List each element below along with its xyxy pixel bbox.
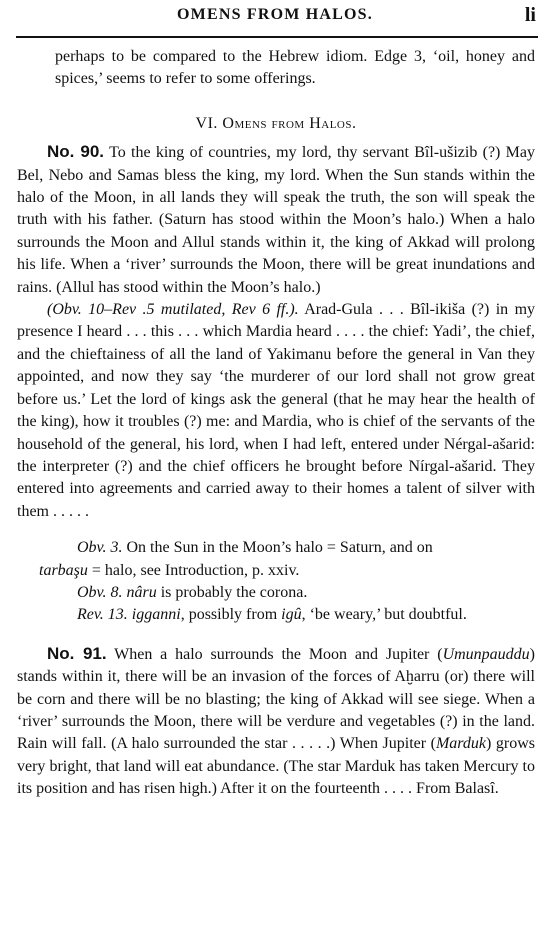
note-obv-3 <box>77 537 535 559</box>
entry-number-90: No. 90. <box>47 142 105 162</box>
running-head <box>0 4 550 28</box>
note-ref: Obv. 3. <box>77 539 123 557</box>
note-ref: Rev. 13. <box>77 606 128 624</box>
note-text: , ‘be weary,’ but doubtful. <box>301 606 467 624</box>
note-text: = halo, see Introduction, p. xxiv. <box>91 561 300 579</box>
notes-block <box>17 537 535 627</box>
note-obv-8 <box>77 582 535 604</box>
running-title: OMENS FROM HALOS. <box>177 6 373 23</box>
note-obv-3-continuation <box>39 560 535 582</box>
note-text: is probably the corona. <box>160 583 308 601</box>
page-number: li <box>524 4 536 26</box>
note-term: igû <box>281 606 302 624</box>
entry-91 <box>17 643 535 801</box>
entry-90-text-b: Arad-Gula . . . Bîl-ikiša (?) in my presence I heard . . . this . . . which Mardia heard . . . . the chief: Yadi’, the chief, and the chieftainess of all the land of Yakimanu before the general in Van they appointed, and now they say ‘the murderer of our lord shall not grow great before us.’ Let the lord of kings ask the general (that he may hear the health of the king), how it troubles (?) me: and Mardia, who is chief of the servants of the household of the general, his lord, when I had left, entered under Nérgal-ašarid: the interpreter (?) and the chief officers he brought before Nírgal-ašarid. They entered into agreements and carried away to their homes a talent of silver with them . . . . . <box>17 301 536 520</box>
note-ref: Obv. 8. <box>77 583 123 601</box>
entry-90-continuation <box>17 299 535 523</box>
marduk-name: Marduk <box>435 735 487 753</box>
entry-91-text-b: ) stands within it, there will be an invasion of the forces of Aḫarru (or) there will be corn and there will be no blasting; the king of Akkad will see siege. When a ‘river’ surrounds the Moon, there will be verdure and vegetables (?) in the land. Rain will fall. (A halo surrounded the star . . . . .) When Jupiter ( <box>17 645 535 753</box>
note-text: , possibly from <box>180 606 278 624</box>
entry-91-text-c: ) grows very bright, that land will eat abundance. (The star Marduk has taken Mercury to its position and has risen high.) After it on the fourteenth . . . . From Balasî. <box>17 735 536 798</box>
note-term: nâru <box>126 583 157 601</box>
header-rule <box>16 36 538 38</box>
note-text: On the Sun in the Moon’s halo = Saturn, and on <box>126 539 433 557</box>
entry-90 <box>17 141 535 299</box>
entry-90-text-a: To the king of countries, my lord, thy servant Bîl-ušizib (?) May Bel, Nebo and Samas bless the king, my lord. When the Sun stands within the halo of the Moon, in all lands they will speak the truth, the son will speak the truth with his father. (Saturn has stood within the Moon’s halo.) When a halo surrounds the Moon and Allul stands within it, the king of Akkad will prolong his life. When a ‘river’ surrounds the Moon, there will be great inundations and rains. (Allul has stood within the Moon’s halo.) <box>17 144 536 296</box>
note-term: igganni <box>131 606 181 624</box>
section-heading: VI. Omens from Halos. <box>195 114 357 132</box>
jupiter-name: Umunpauddu <box>442 645 530 663</box>
intro-paragraph: perhaps to be compared to the Hebrew idiom. Edge 3, ‘oil, honey and spices,’ seems to refer to some offerings. <box>55 48 535 88</box>
note-term: tarbaşu <box>39 561 88 579</box>
page-body <box>17 46 535 801</box>
entry-91-text-a: When a halo surrounds the Moon and Jupiter ( <box>114 645 443 663</box>
obverse-reference: (Obv. 10–Rev .5 mutilated, Rev 6 ff.). <box>47 301 299 319</box>
note-rev-13 <box>77 604 535 626</box>
entry-number-91: No. 91. <box>47 643 107 663</box>
